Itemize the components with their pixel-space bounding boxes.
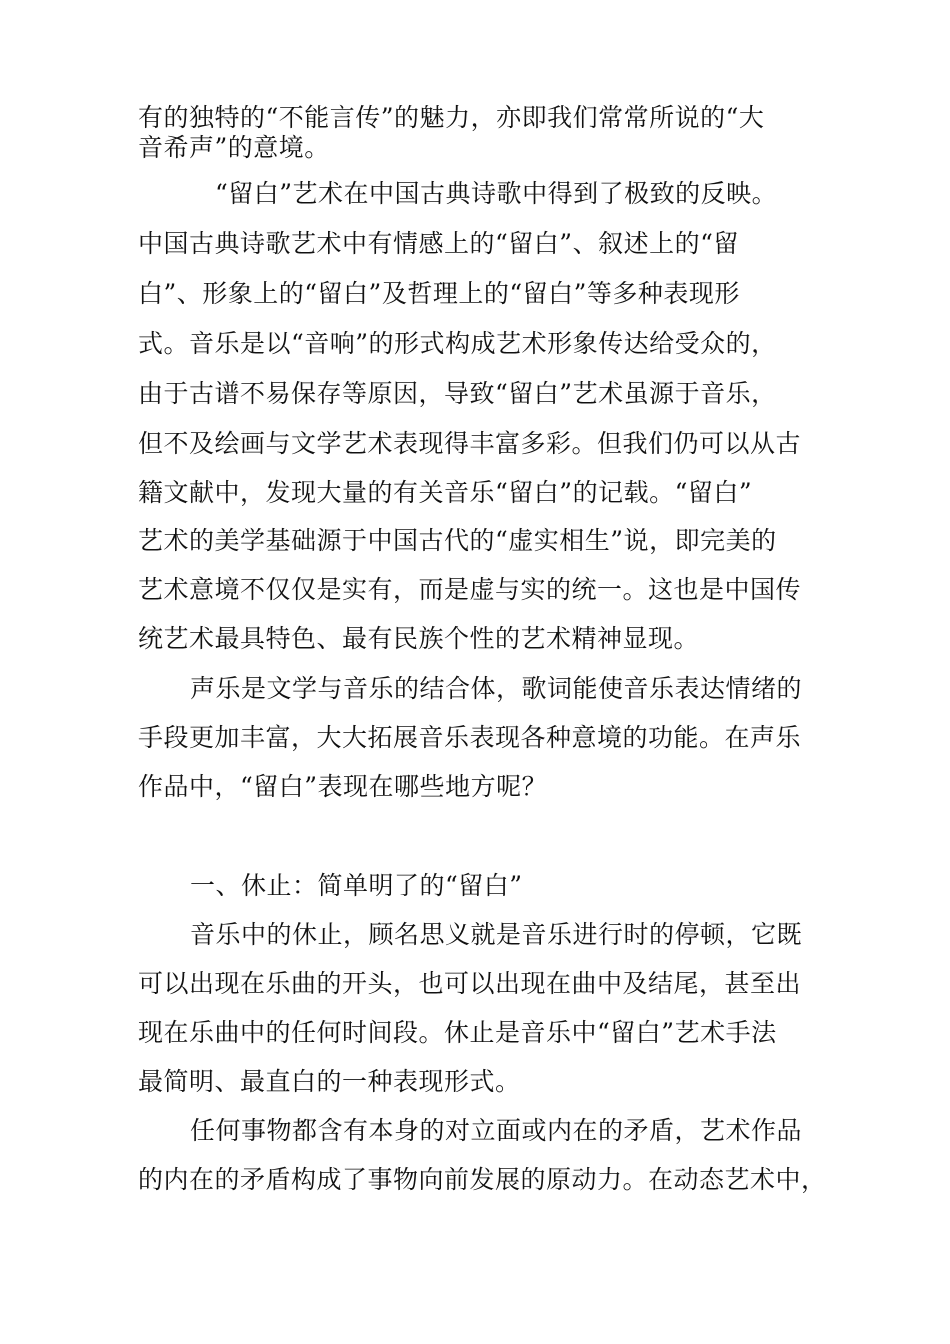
text-line: 手段更加丰富，大大拓展音乐表现各种意境的功能。在声乐: [138, 723, 802, 752]
text-line: 中国古典诗歌艺术中有情感上的“留白”、叙述上的“留: [138, 229, 739, 258]
text-line: 现在乐曲中的任何时间段。休止是音乐中“留白”艺术手法: [138, 1018, 777, 1047]
text-line: 由于古谱不易保存等原因，导致“留白”艺术虽源于音乐，: [138, 379, 777, 408]
section-heading: 一、休止：简单明了的“留白”: [190, 871, 523, 900]
text-line: 最简明、最直白的一种表现形式。: [138, 1067, 521, 1096]
text-line: 统艺术最具特色、最有民族个性的艺术精神显现。: [138, 624, 700, 653]
text-line: 艺术的美学基础源于中国古代的“虚实相生”说，即完美的: [138, 526, 777, 555]
text-line: 式。音乐是以“音响”的形式构成艺术形象传达给受众的，: [138, 329, 777, 358]
text-line: 白”、形象上的“留白”及哲理上的“留白”等多种表现形: [138, 279, 740, 308]
text-line: 艺术意境不仅仅是实有，而是虚与实的统一。这也是中国传: [138, 575, 802, 604]
paragraph-start-line: 任何事物都含有本身的对立面或内在的矛盾，艺术作品: [190, 1116, 803, 1145]
text-line: 作品中，“留白”表现在哪些地方呢？: [138, 772, 548, 801]
paragraph-start-line: 声乐是文学与音乐的结合体，歌词能使音乐表达情绪的: [190, 674, 803, 703]
paragraph-start-line: 音乐中的休止，顾名思义就是音乐进行时的停顿，它既: [190, 920, 803, 949]
text-line: 音希声”的意境。: [138, 133, 330, 162]
text-line: 但不及绘画与文学艺术表现得丰富多彩。但我们仍可以从古: [138, 429, 802, 458]
text-line: 籍文献中，发现大量的有关音乐“留白”的记载。“留白”: [138, 478, 753, 507]
paragraph-start-line: “留白”艺术在中国古典诗歌中得到了极致的反映。: [215, 179, 778, 208]
text-line: 的内在的矛盾构成了事物向前发展的原动力。在动态艺术中，: [138, 1165, 827, 1194]
text-line: 有的独特的“不能言传”的魅力，亦即我们常常所说的“大: [138, 103, 765, 132]
text-line: 可以出现在乐曲的开头，也可以出现在曲中及结尾，甚至出: [138, 969, 802, 998]
